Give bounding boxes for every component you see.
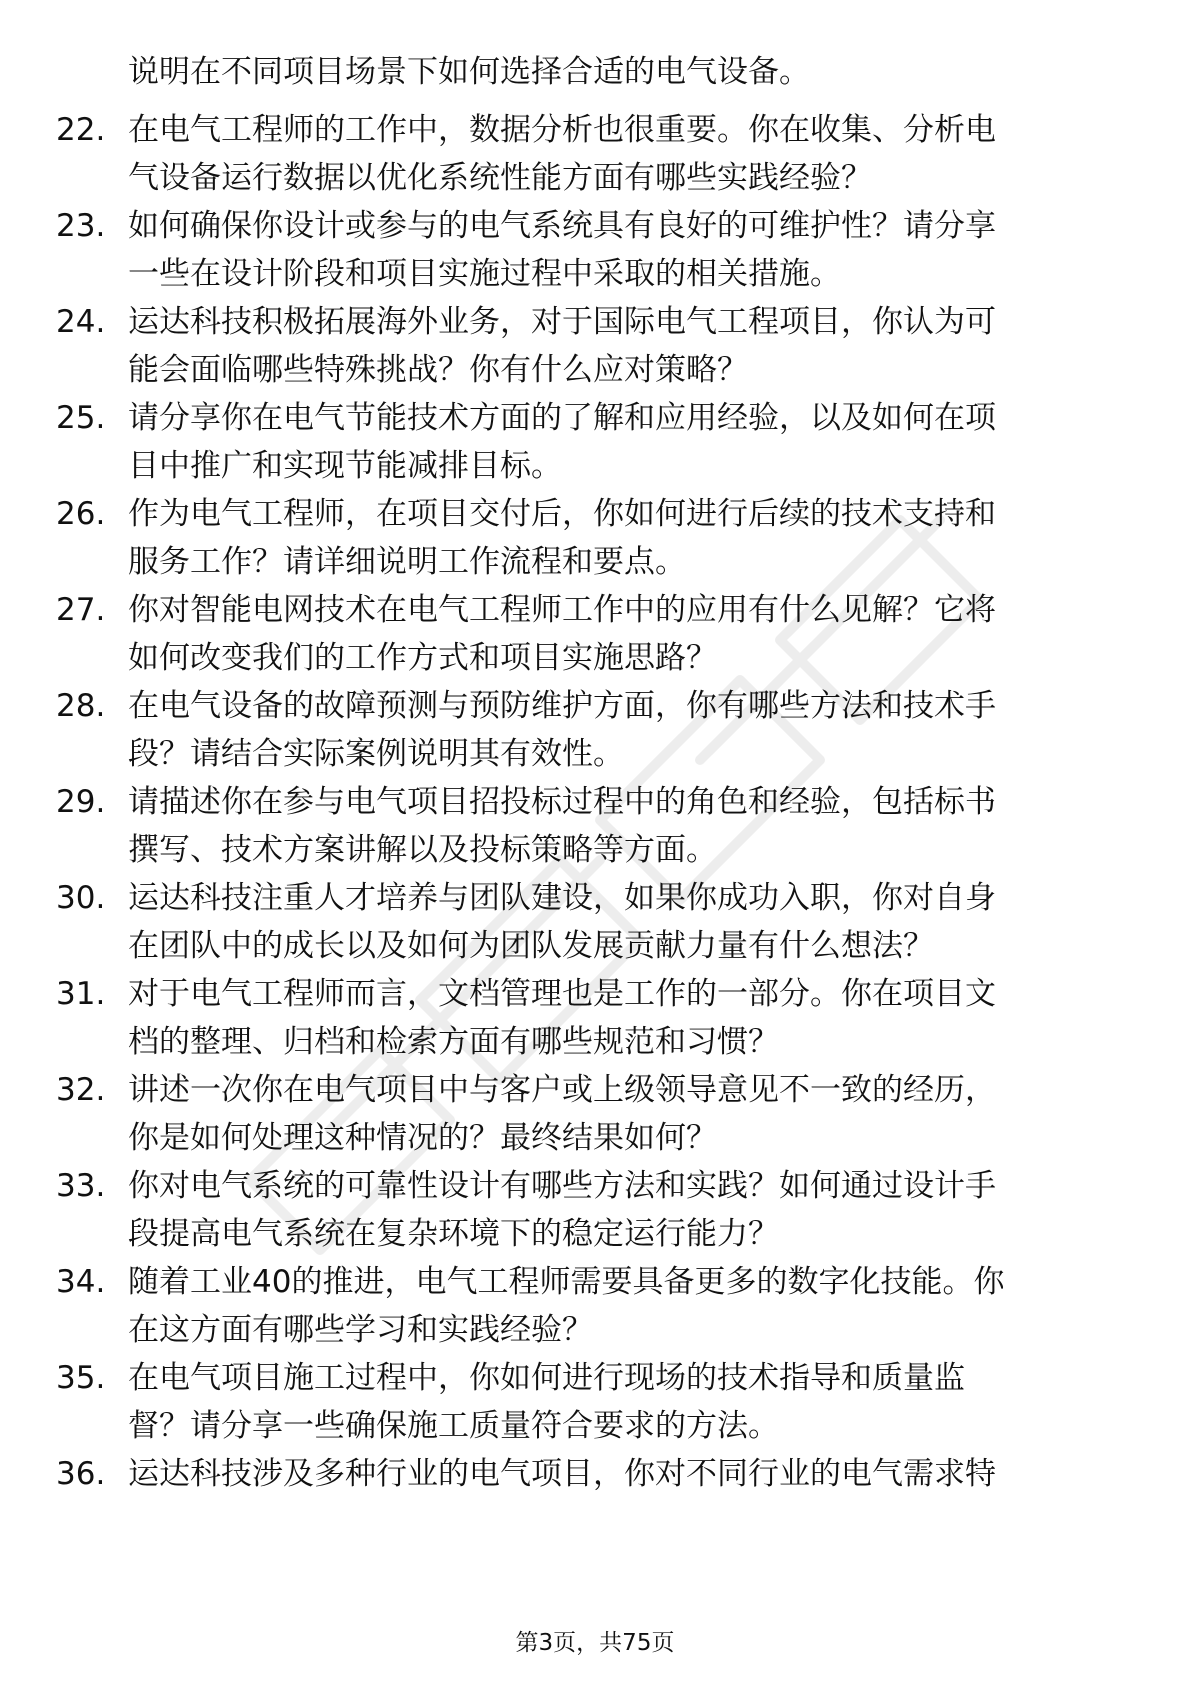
question-line: 运达科技涉及多种行业的电气项目，你对不同行业的电气需求特 [128, 1456, 996, 1492]
question-line: 对于电气工程师而言，文档管理也是工作的一部分。你在项目文 [128, 976, 996, 1012]
question-item [56, 106, 1136, 202]
question-line: 督？请分享一些确保施工质量符合要求的方法。 [128, 1408, 779, 1444]
question-item [56, 874, 1136, 970]
question-line: 段提高电气系统在复杂环境下的稳定运行能力？ [128, 1216, 779, 1252]
question-line: 请分享你在电气节能技术方面的了解和应用经验，以及如何在项 [128, 400, 996, 436]
question-line: 运达科技积极拓展海外业务，对于国际电气工程项目，你认为可 [128, 304, 996, 340]
question-line: 你对电气系统的可靠性设计有哪些方法和实践？如何通过设计手 [128, 1168, 996, 1204]
question-line: 如何确保你设计或参与的电气系统具有良好的可维护性？请分享 [128, 208, 996, 244]
question-line: 请描述你在参与电气项目招投标过程中的角色和经验，包括标书 [128, 784, 996, 820]
question-item [56, 394, 1136, 490]
question-line: 服务工作？请详细说明工作流程和要点。 [128, 544, 686, 580]
question-text [128, 298, 1136, 394]
question-line: 你是如何处理这种情况的？最终结果如何？ [128, 1120, 717, 1156]
question-text [128, 1162, 1136, 1258]
question-line: 你对智能电网技术在电气工程师工作中的应用有什么见解？它将 [128, 592, 996, 628]
question-line: 段？请结合实际案例说明其有效性。 [128, 736, 624, 772]
question-item [56, 1258, 1136, 1354]
question-line: 在这方面有哪些学习和实践经验？ [128, 1312, 593, 1348]
question-item [56, 682, 1136, 778]
question-number: 30. [56, 880, 106, 916]
question-line: 作为电气工程师，在项目交付后，你如何进行后续的技术支持和 [128, 496, 996, 532]
question-line: 撰写、技术方案讲解以及投标策略等方面。 [128, 832, 717, 868]
question-line: 一些在设计阶段和项目实施过程中采取的相关措施。 [128, 256, 841, 292]
question-line: 在电气设备的故障预测与预防维护方面，你有哪些方法和技术手 [128, 688, 996, 724]
question-item [56, 298, 1136, 394]
question-item [56, 1162, 1136, 1258]
question-item [56, 1066, 1136, 1162]
question-item [56, 202, 1136, 298]
question-line: 能会面临哪些特殊挑战？你有什么应对策略？ [128, 352, 748, 388]
question-text [128, 394, 1136, 490]
question-number: 35. [56, 1360, 106, 1396]
question-item [56, 1354, 1136, 1450]
question-text [128, 490, 1136, 586]
question-line: 气设备运行数据以优化系统性能方面有哪些实践经验？ [128, 160, 872, 196]
question-number: 25. [56, 400, 106, 436]
question-text [128, 682, 1136, 778]
question-item [56, 586, 1136, 682]
question-number: 29. [56, 784, 106, 820]
question-number: 24. [56, 304, 106, 340]
question-number: 33. [56, 1168, 106, 1204]
question-item [56, 970, 1136, 1066]
question-line: 在电气项目施工过程中，你如何进行现场的技术指导和质量监 [128, 1360, 965, 1396]
question-number: 34. [56, 1264, 106, 1300]
question-number: 27. [56, 592, 106, 628]
question-text [128, 586, 1136, 682]
question-item [56, 778, 1136, 874]
question-text [128, 1450, 1136, 1498]
page-footer: 第3页，共75页 [515, 1630, 675, 1656]
question-item [56, 490, 1136, 586]
question-line: 讲述一次你在电气项目中与客户或上级领导意见不一致的经历， [128, 1072, 996, 1108]
continued-question-text: 说明在不同项目场景下如何选择合适的电气设备。 [128, 54, 810, 90]
question-text [128, 1354, 1136, 1450]
question-item [56, 1450, 1136, 1498]
question-number: 36. [56, 1456, 106, 1492]
question-text [128, 202, 1136, 298]
question-text [128, 1066, 1136, 1162]
question-line: 如何改变我们的工作方式和项目实施思路？ [128, 640, 717, 676]
question-line: 运达科技注重人才培养与团队建设，如果你成功入职，你对自身 [128, 880, 996, 916]
question-line: 随着工业40的推进，电气工程师需要具备更多的数字化技能。你 [128, 1264, 1005, 1300]
question-number: 26. [56, 496, 106, 532]
question-text [128, 106, 1136, 202]
question-text [128, 1258, 1136, 1354]
question-number: 22. [56, 112, 106, 148]
question-line: 档的整理、归档和检索方面有哪些规范和习惯？ [128, 1024, 779, 1060]
question-line: 在团队中的成长以及如何为团队发展贡献力量有什么想法？ [128, 928, 934, 964]
question-number: 28. [56, 688, 106, 724]
question-text [128, 970, 1136, 1066]
question-line: 在电气工程师的工作中，数据分析也很重要。你在收集、分析电 [128, 112, 996, 148]
question-text [128, 874, 1136, 970]
question-number: 23. [56, 208, 106, 244]
question-text [128, 778, 1136, 874]
question-line: 目中推广和实现节能减排目标。 [128, 448, 562, 484]
question-number: 32. [56, 1072, 106, 1108]
question-number: 31. [56, 976, 106, 1012]
